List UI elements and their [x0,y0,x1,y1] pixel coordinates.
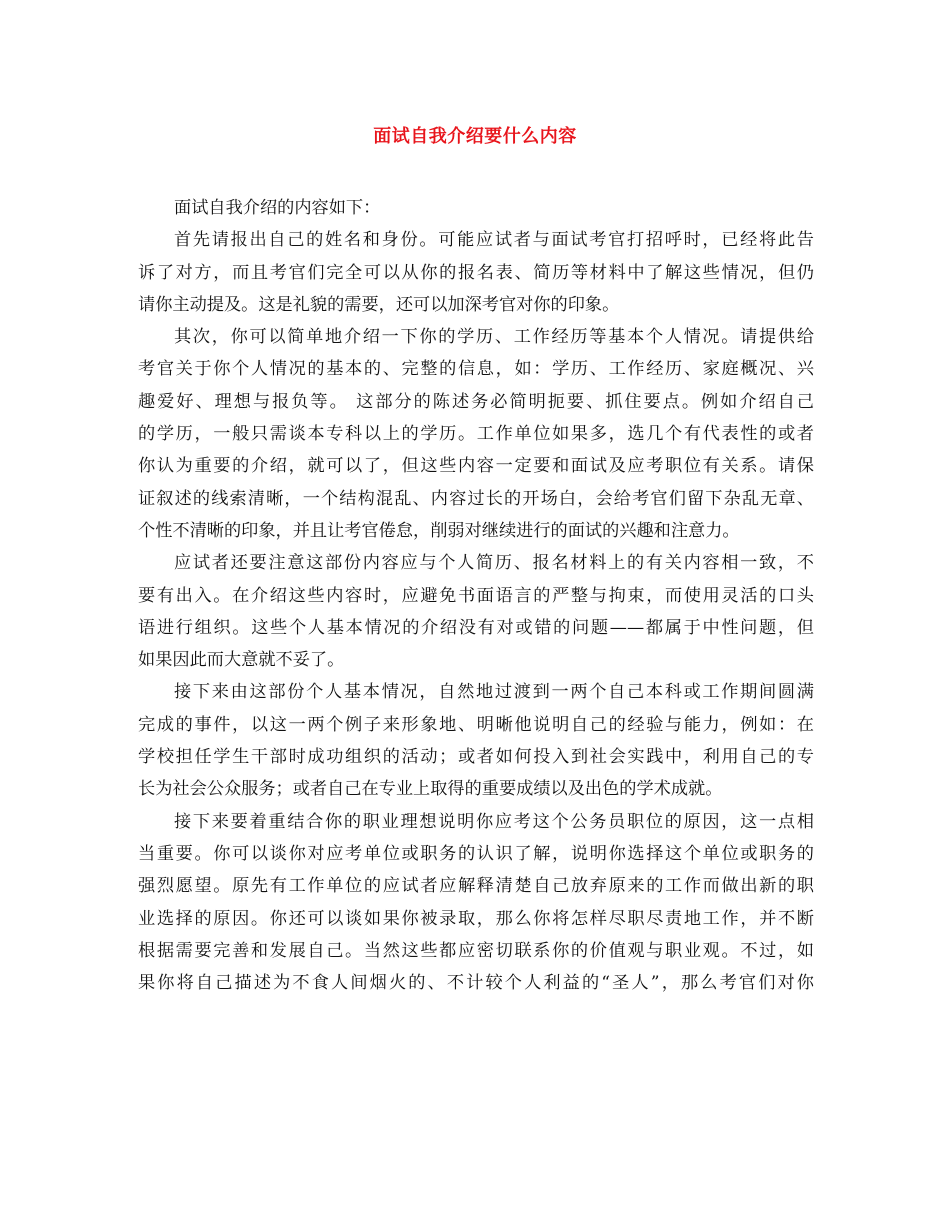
text-line: 考官关于你个人情况的基本的、完整的信息，如：学历、工作经历、家庭概况、兴 [138,359,814,380]
text-line: 趣爱好、理想与报负等。 这部分的陈述务必简明扼要、抓住要点。例如介绍自己 [138,391,814,412]
text-line: 面试自我介绍的内容如下： [174,198,381,218]
text-line: 应试者还要注意这部份内容应与个人简历、报名材料上的有关内容相一致，不 [174,553,814,574]
text-line: 根据需要完善和发展自己。当然这些都应密切联系你的价值观与职业观。不过，如 [138,940,814,961]
text-line: 个性不清晰的印象，并且让考官倦怠，削弱对继续进行的面试的兴趣和注意力。 [138,520,740,541]
text-line: 证叙述的线索清晰，一个结构混乱、内容过长的开场白，会给考官们留下杂乱无章、 [138,488,814,509]
text-line: 长为社会公众服务；或者自己在专业上取得的重要成绩以及出色的学术成就。 [138,779,723,800]
text-line: 完成的事件，以这一两个例子来形象地、明晰他说明自己的经验与能力，例如：在 [138,714,814,735]
text-line: 果你将自己描述为不食人间烟火的、不计较个人利益的“圣人”，那么考官们对你 [138,973,814,994]
text-line: 请你主动提及。这是礼貌的需要，还可以加深考官对你的印象。 [138,294,620,315]
text-line: 接下来要着重结合你的职业理想说明你应考这个公务员职位的原因，这一点相 [174,811,814,832]
page-title: 面试自我介绍要什么内容 [373,126,577,147]
text-line: 学校担任学生干部时成功组织的活动；或者如何投入到社会实践中，利用自己的专 [138,747,814,768]
text-line: 诉了对方，而且考官们完全可以从你的报名表、简历等材料中了解这些情况，但仍 [138,262,814,283]
text-line: 业选择的原因。你还可以谈如果你被录取，那么你将怎样尽职尽责地工作，并不断 [138,908,814,929]
text-line: 接下来由这部份个人基本情况，自然地过渡到一两个自己本科或工作期间圆满 [174,682,814,703]
text-line: 其次，你可以简单地介绍一下你的学历、工作经历等基本个人情况。请提供给 [174,327,814,348]
text-line: 首先请报出自己的姓名和身份。可能应试者与面试考官打招呼时，已经将此告 [174,230,814,251]
text-line: 如果因此而大意就不妥了。 [138,650,345,671]
text-line: 要有出入。在介绍这些内容时，应避免书面语言的严整与拘束，而使用灵活的口头 [138,585,814,606]
text-line: 你认为重要的介绍，就可以了，但这些内容一定要和面试及应考职位有关系。请保 [138,456,814,477]
text-line: 当重要。你可以谈你对应考单位或职务的认识了解，说明你选择这个单位或职务的 [138,843,814,864]
text-line: 的学历，一般只需谈本专科以上的学历。工作单位如果多，选几个有代表性的或者 [138,424,814,445]
text-line: 语进行组织。这些个人基本情况的介绍没有对或错的问题——都属于中性问题，但 [138,617,814,638]
document-body [138,192,814,999]
text-line: 强烈愿望。原先有工作单位的应试者应解释清楚自己放弃原来的工作而做出新的职 [138,876,814,897]
